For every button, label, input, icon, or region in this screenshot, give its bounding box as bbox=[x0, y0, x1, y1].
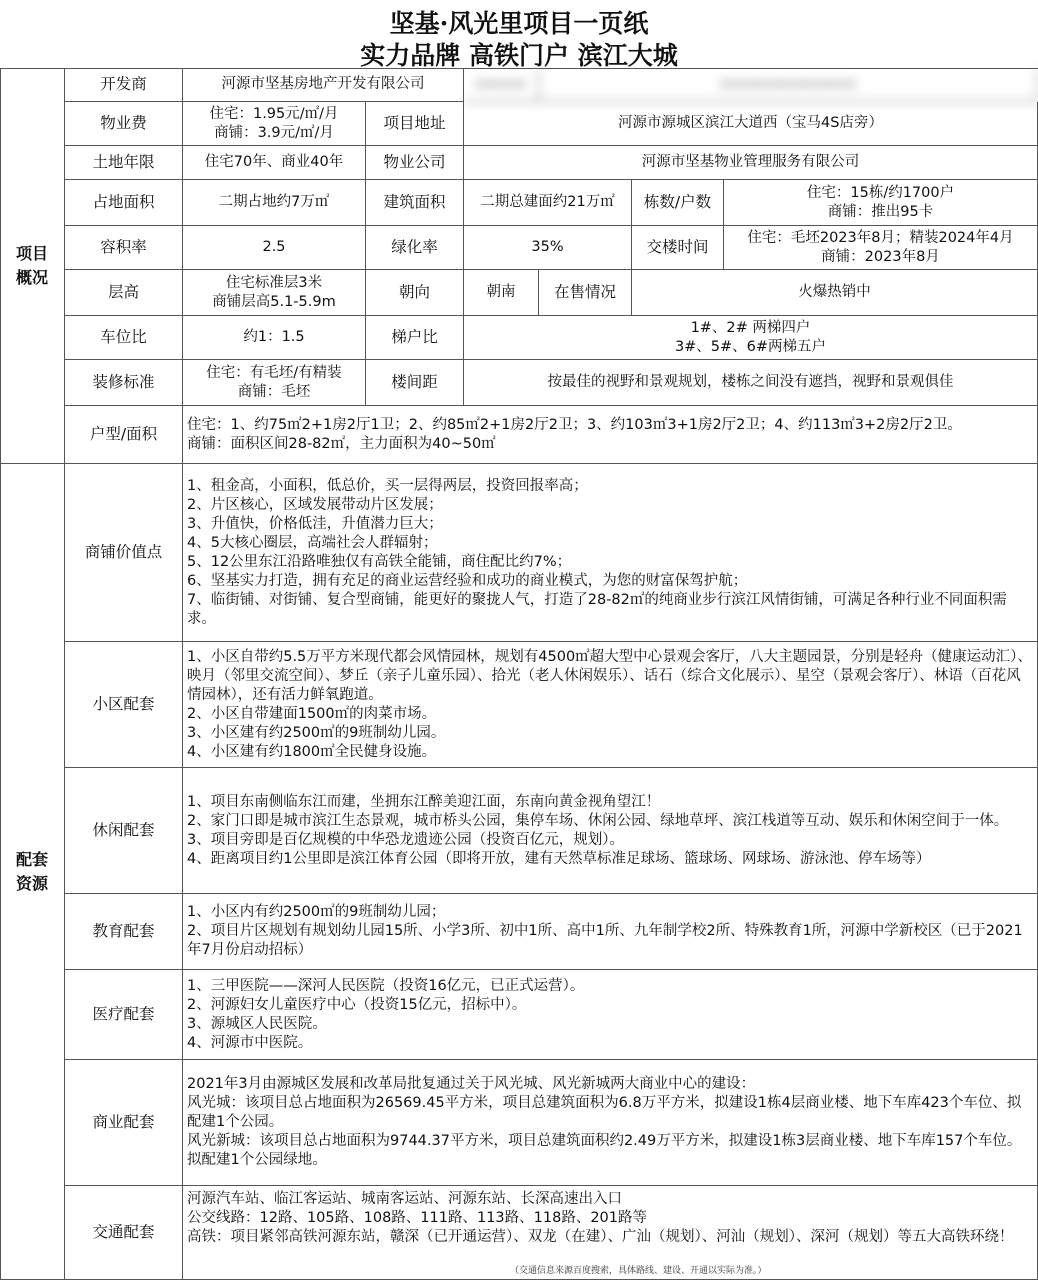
elevator-label: 梯户比 bbox=[366, 316, 464, 360]
land-term-label: 土地年限 bbox=[65, 146, 183, 180]
blurred-cell-2: xxxxxxxxxxxxxxxx bbox=[539, 68, 1038, 102]
developer-value: 河源市坚基房地产开发有限公司 bbox=[183, 68, 464, 102]
elevator-value: 1#、2# 两梯四户 3#、5#、6#两梯五户 bbox=[464, 316, 1038, 360]
orientation-label: 朝向 bbox=[366, 270, 464, 316]
green-rate-value: 35% bbox=[464, 226, 632, 270]
commercial-label: 商业配套 bbox=[65, 1060, 183, 1186]
green-rate-label: 绿化率 bbox=[366, 226, 464, 270]
units-value: 住宅：15栋/约1700户 商铺：推出95卡 bbox=[724, 180, 1038, 226]
floor-height-label: 层高 bbox=[65, 270, 183, 316]
spacing-label: 楼间距 bbox=[366, 360, 464, 406]
sale-status-value: 火爆热销中 bbox=[632, 270, 1038, 316]
leisure-text: 1、项目东南侧临东江而建，坐拥东江醉美迎江面，东南向黄金视角望江！ 2、家门口即是城市滨江生态景观，城市桥头公园，集停车场、休闲公园、绿地草坪、滨江栈道等互动、娱乐和休闲空间于一体。 3、项目旁即是百亿规模的中华恐龙遗迹公园（投资百亿元，规划）。 4、距离项目约1公里即是滨江体育公园（即将开放，建有天然草标准足球场、篮球场、网球场、游泳池、停车场等） bbox=[183, 768, 1038, 894]
education-label: 教育配套 bbox=[65, 894, 183, 970]
delivery-label: 交楼时间 bbox=[632, 226, 724, 270]
building-area-value: 二期总建面约21万㎡ bbox=[464, 180, 632, 226]
land-area-label: 占地面积 bbox=[65, 180, 183, 226]
decoration-value: 住宅：有毛坯/有精装 商铺：毛坯 bbox=[183, 360, 366, 406]
developer-label: 开发商 bbox=[65, 68, 183, 102]
floor-height-value: 住宅标准层3米 商铺层高5.1-5.9m bbox=[183, 270, 366, 316]
shop-value-label: 商铺价值点 bbox=[65, 464, 183, 642]
title-block bbox=[0, 0, 1038, 69]
transport-label: 交通配套 bbox=[65, 1186, 183, 1280]
community-label: 小区配套 bbox=[65, 642, 183, 768]
address-label: 项目地址 bbox=[366, 102, 464, 146]
far-value: 2.5 bbox=[183, 226, 366, 270]
decoration-label: 装修标准 bbox=[65, 360, 183, 406]
medical-label: 医疗配套 bbox=[65, 970, 183, 1060]
education-text: 1、小区内有约2500㎡的9班制幼儿园； 2、项目片区规划有规划幼儿园15所、小学3所、初中1所、高中1所、九年制学校2所、特殊教育1所，河源中学新校区（已于2021年7月份启动招标） bbox=[183, 894, 1038, 970]
address-value: 河源市源城区滨江大道西（宝马4S店旁） bbox=[464, 102, 1038, 146]
blurred-cell-1: xxxxxx bbox=[464, 68, 539, 102]
section-facilities: 配套 资源 bbox=[0, 464, 65, 1280]
transport-footnote: （交通信息来源百度搜索，具体路线、建设、开通以实际为准。） bbox=[510, 1266, 767, 1276]
property-company-label: 物业公司 bbox=[366, 146, 464, 180]
document-subtitle: 实力品牌 高铁门户 滨江大城 bbox=[360, 41, 678, 70]
document-title: 坚基·风光里项目一页纸 bbox=[389, 9, 649, 38]
transport-text: 河源汽车站、临江客运站、城南客运站、河源东站、长深高速出入口 公交线路：12路、105路、108路、111路、113路、118路、201路等 高铁：项目紧邻高铁河源东站，赣深（已开通运营）、双龙（在建）、广汕（规划）、河汕（规划）、深河（规划）等五大高铁环绕！ bbox=[183, 1186, 1038, 1280]
building-area-label: 建筑面积 bbox=[366, 180, 464, 226]
land-area-value: 二期占地约7万㎡ bbox=[183, 180, 366, 226]
medical-text: 1、三甲医院——深河人民医院（投资16亿元，已正式运营）。 2、河源妇女儿童医疗中心（投资15亿元，招标中）。 3、源城区人民医院。 4、河源市中医院。 bbox=[183, 970, 1038, 1060]
community-text: 1、小区自带约5.5万平方米现代都会风情园林，规划有4500㎡超大型中心景观会客厅，八大主题园景，分别是轻舟（健康运动汇）、映月（邻里交流空间）、梦丘（亲子儿童乐园）、拾光（老人休闲娱乐）、话石（综合文化展示）、星空（景观会客厅）、林语（百花风情园林），还有活力鲜氧跑道。 2、小区自带建面1500㎡的肉菜市场。 3、小区建有约2500㎡的9班制幼儿园。 4、小区建有约1800㎡全民健身设施。 bbox=[183, 642, 1038, 768]
commercial-text: 2021年3月由源城区发展和改革局批复通过关于风光城、风光新城两大商业中心的建设： 风光城：该项目总占地面积为26569.45平方米，项目总建筑面积为6.8万平方米，拟建设1栋4层商业楼、地下车库423个车位、拟配建1个公园。 风光新城：该项目总占地面积为9744.37平方米，项目总建筑面积约2.49万平方米，拟建设1栋3层商业楼、地下车库157个车位。拟配建1个公园绿地。 bbox=[183, 1060, 1038, 1186]
property-company-value: 河源市坚基物业管理服务有限公司 bbox=[464, 146, 1038, 180]
layout-value: 住宅：1、约75㎡2+1房2厅1卫；2、约85㎡2+1房2厅2卫；3、约103㎡3+1房2厅2卫；4、约113㎡3+2房2厅2卫。 商铺：面积区间28-82㎡，主力面积为40~50㎡ bbox=[183, 406, 1038, 464]
mgmt-fee-label: 物业费 bbox=[65, 102, 183, 146]
section-overview: 项目 概况 bbox=[0, 68, 65, 464]
land-term-value: 住宅70年、商业40年 bbox=[183, 146, 366, 180]
parking-label: 车位比 bbox=[65, 316, 183, 360]
units-label: 栋数/户数 bbox=[632, 180, 724, 226]
orientation-value: 朝南 bbox=[464, 270, 539, 316]
mgmt-fee-value: 住宅：1.95元/㎡/月 商铺：3.9元/㎡/月 bbox=[183, 102, 366, 146]
shop-value-text: 1、租金高，小面积，低总价，买一层得两层，投资回报率高； 2、片区核心，区域发展带动片区发展； 3、升值快，价格低洼，升值潜力巨大； 4、5大核心圈层，高端社会人群辐射； 5、12公里东江沿路唯独仅有高铁全能铺，商住配比约7%； 6、坚基实力打造，拥有充足的商业运营经验和成功的商业模式，为您的财富保驾护航； 7、临街铺、对街铺、复合型商铺，能更好的聚拢人气，打造了28-82㎡的纯商业步行滨江风情街铺，可满足各种行业不同面积需求。 bbox=[183, 464, 1038, 642]
leisure-label: 休闲配套 bbox=[65, 768, 183, 894]
delivery-value: 住宅：毛坯2023年8月；精装2024年4月 商铺：2023年8月 bbox=[724, 226, 1038, 270]
sale-status-label: 在售情况 bbox=[539, 270, 632, 316]
parking-value: 约1：1.5 bbox=[183, 316, 366, 360]
spacing-value: 按最佳的视野和景观规划，楼栋之间没有遮挡，视野和景观俱佳 bbox=[464, 360, 1038, 406]
layout-label: 户型/面积 bbox=[65, 406, 183, 464]
far-label: 容积率 bbox=[65, 226, 183, 270]
